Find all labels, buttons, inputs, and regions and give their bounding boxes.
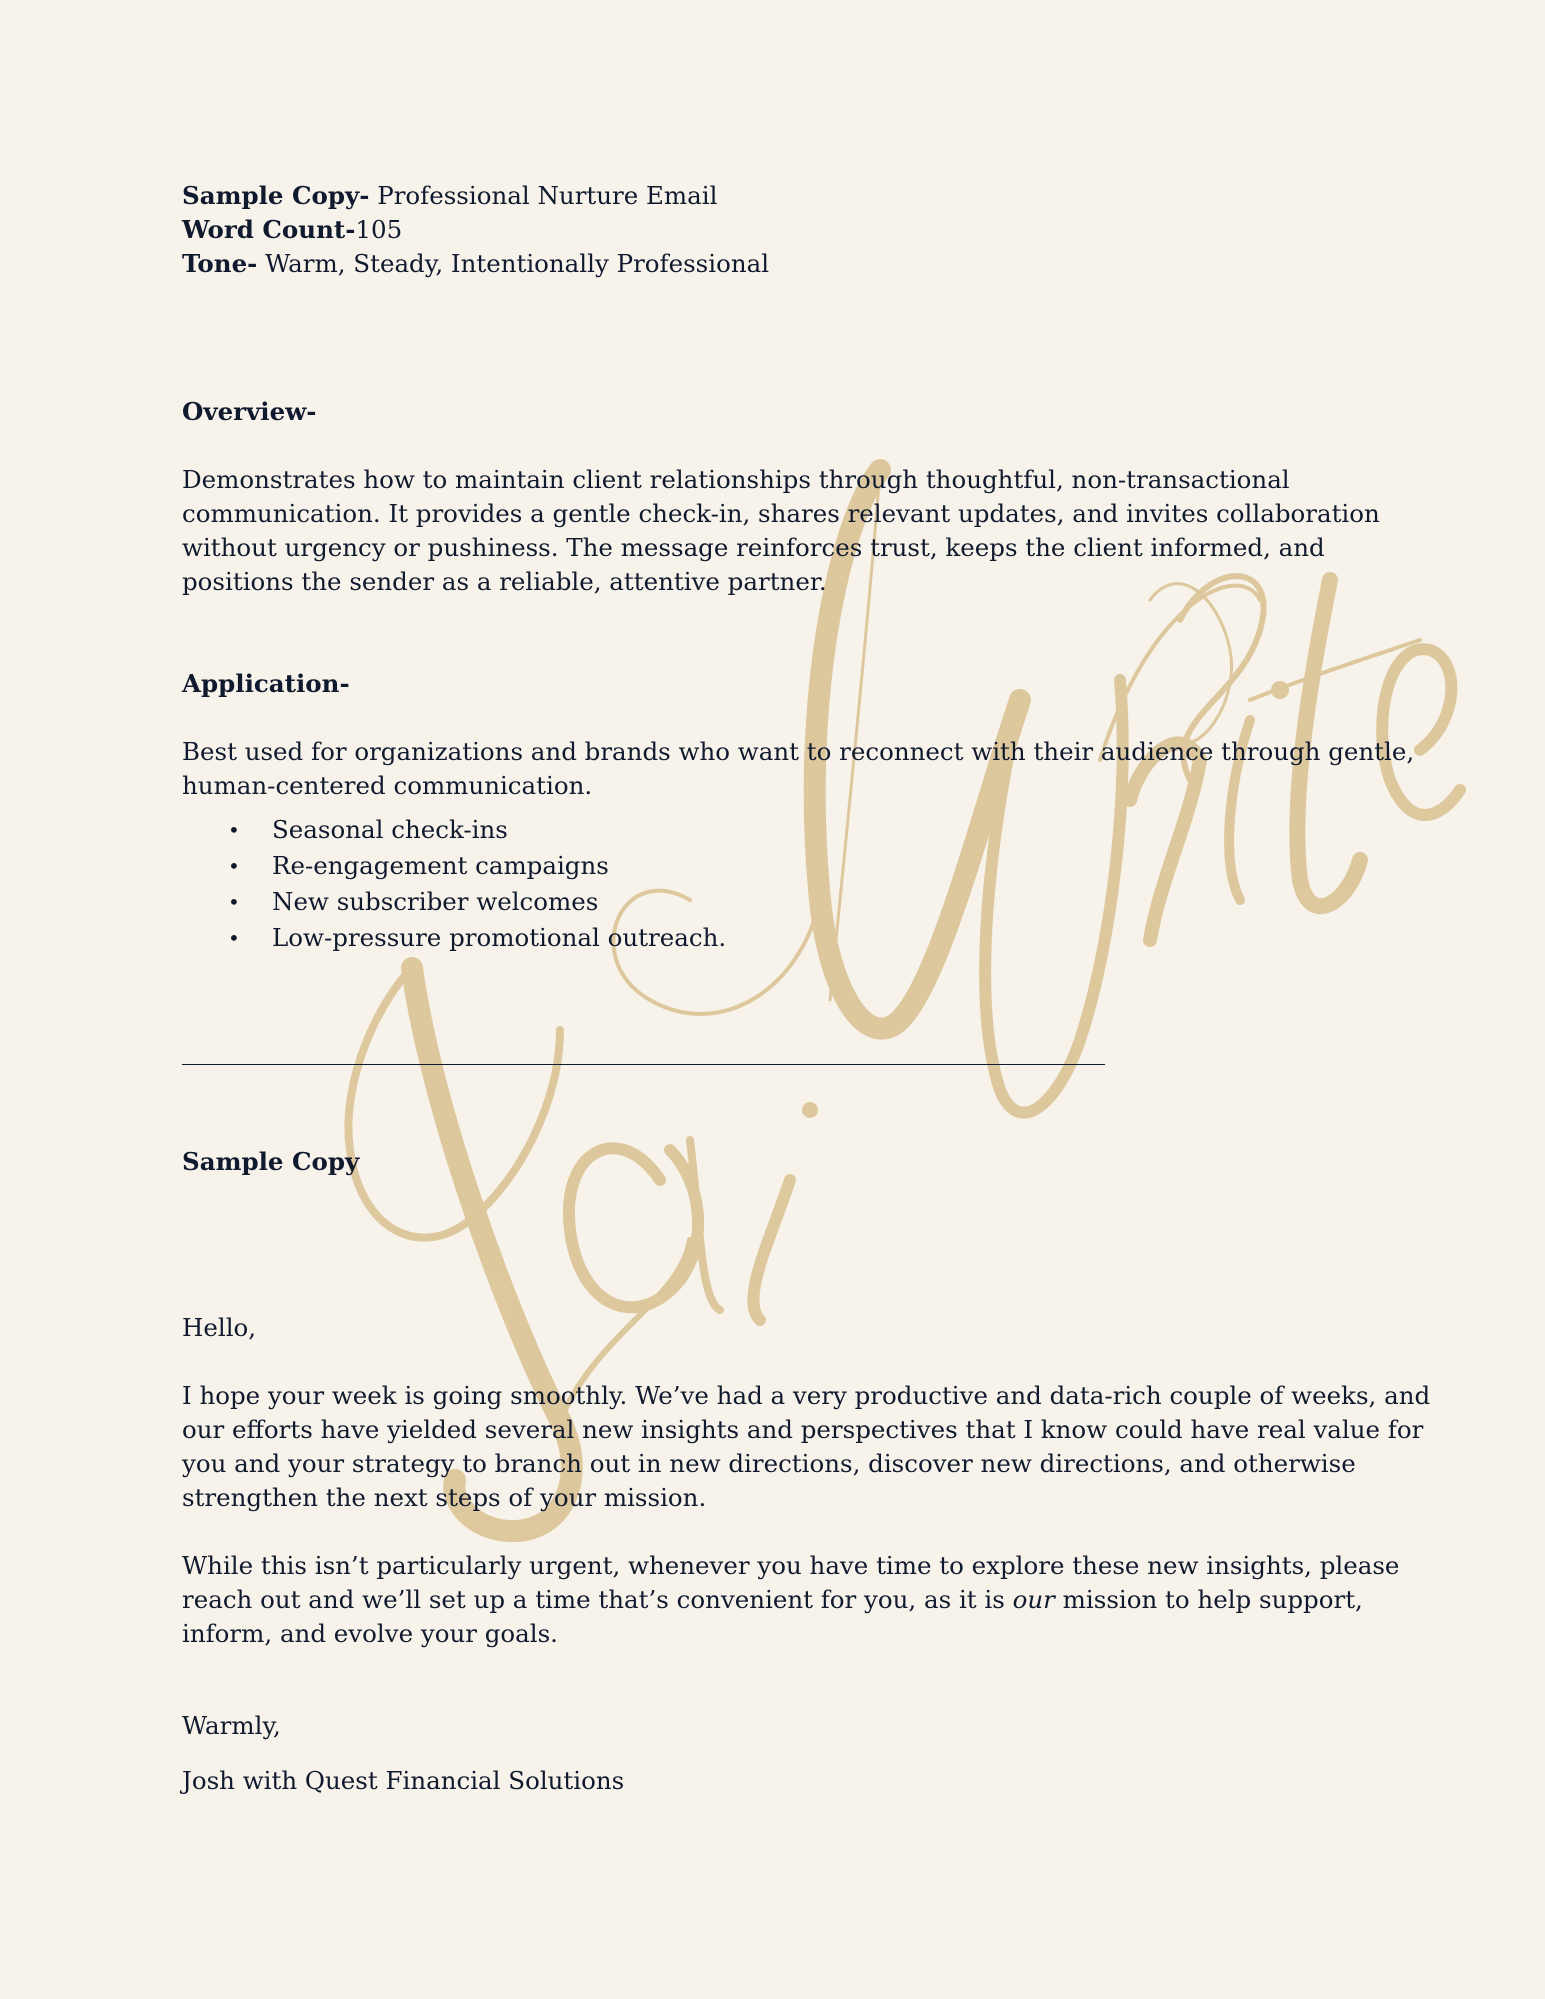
email-emphasis: our: [1012, 1585, 1055, 1614]
email-line: While this isn’t particularly urgent, whenever you have time to explore these new insights, please: [182, 1551, 1400, 1580]
watermark-letter-e: [1382, 649, 1460, 815]
application-line: human-centered communication.: [182, 771, 593, 800]
email-signature: Josh with Quest Financial Solutions: [182, 1766, 625, 1795]
email-line-part: reach out and we’ll set up a time that’s convenient for you, as it is: [182, 1585, 1013, 1614]
bullet-icon: •: [228, 854, 240, 878]
bullet-icon: •: [228, 926, 240, 950]
bullet-icon: •: [228, 818, 240, 842]
bullet-item: [182, 920, 726, 956]
meta-sample-copy-value: Professional Nurture Email: [369, 181, 718, 210]
meta-word-count-value: 105: [355, 215, 403, 244]
email-line-part: mission to help support,: [1054, 1585, 1363, 1614]
email-line: I hope your week is going smoothly. We’ve had a very productive and data-rich couple of weeks, and: [182, 1381, 1431, 1410]
bullet-icon: •: [228, 890, 240, 914]
meta-word-count-label: Word Count-: [182, 215, 356, 244]
application-line: Best used for organizations and brands who want to reconnect with their audience through gentle,: [182, 737, 1415, 766]
meta-tone-value: Warm, Steady, Intentionally Professional: [257, 249, 770, 278]
overview-line: communication. It provides a gentle check-in, shares relevant updates, and invites collaboration: [182, 499, 1380, 528]
meta-tone: [182, 247, 1382, 281]
bullet-text: New subscriber welcomes: [272, 887, 599, 916]
overview-heading: Overview-: [182, 397, 317, 426]
meta-sample-copy-label: Sample Copy-: [182, 181, 370, 210]
watermark-letter-j: [348, 968, 560, 1238]
bullet-item: [182, 848, 726, 884]
email-line: you and your strategy to branch out in new directions, discover new directions, and otherwise: [182, 1449, 1356, 1478]
watermark-letter-i: [753, 1180, 790, 1320]
overview-line: without urgency or pushiness. The message reinforces trust, keeps the client informed, and: [182, 533, 1325, 562]
email-paragraph-2: [182, 1549, 1400, 1651]
overview-line: positions the sender as a reliable, attentive partner.: [182, 567, 827, 596]
meta-word-count: [182, 213, 1382, 247]
bullet-item: [182, 812, 726, 848]
sample-copy-heading: Sample Copy: [182, 1147, 360, 1176]
email-line: strengthen the next steps of your mission.: [182, 1483, 707, 1512]
email-closing: Warmly,: [182, 1711, 281, 1740]
bullet-text: Re-engagement campaigns: [272, 851, 609, 880]
bullet-item: [182, 884, 726, 920]
email-paragraph-1: [182, 1379, 1431, 1515]
email-line: our efforts have yielded several new insights and perspectives that I know could have real value for: [182, 1415, 1424, 1444]
overview-line: Demonstrates how to maintain client relationships through thoughtful, non-transactional: [182, 465, 1290, 494]
meta-sample-copy: [182, 179, 1382, 213]
email-greeting: Hello,: [182, 1313, 257, 1342]
email-line: [182, 1583, 1392, 1617]
application-heading: Application-: [182, 669, 350, 698]
meta-tone-label: Tone-: [182, 249, 258, 278]
application-paragraph: [182, 735, 1415, 803]
bullet-text: Seasonal check-ins: [272, 815, 508, 844]
bullet-text: Low-pressure promotional outreach.: [272, 923, 727, 952]
application-bullet-list: [182, 812, 726, 956]
email-line: inform, and evolve your goals.: [182, 1619, 558, 1648]
overview-paragraph: [182, 463, 1392, 599]
section-divider: [182, 1064, 1105, 1065]
